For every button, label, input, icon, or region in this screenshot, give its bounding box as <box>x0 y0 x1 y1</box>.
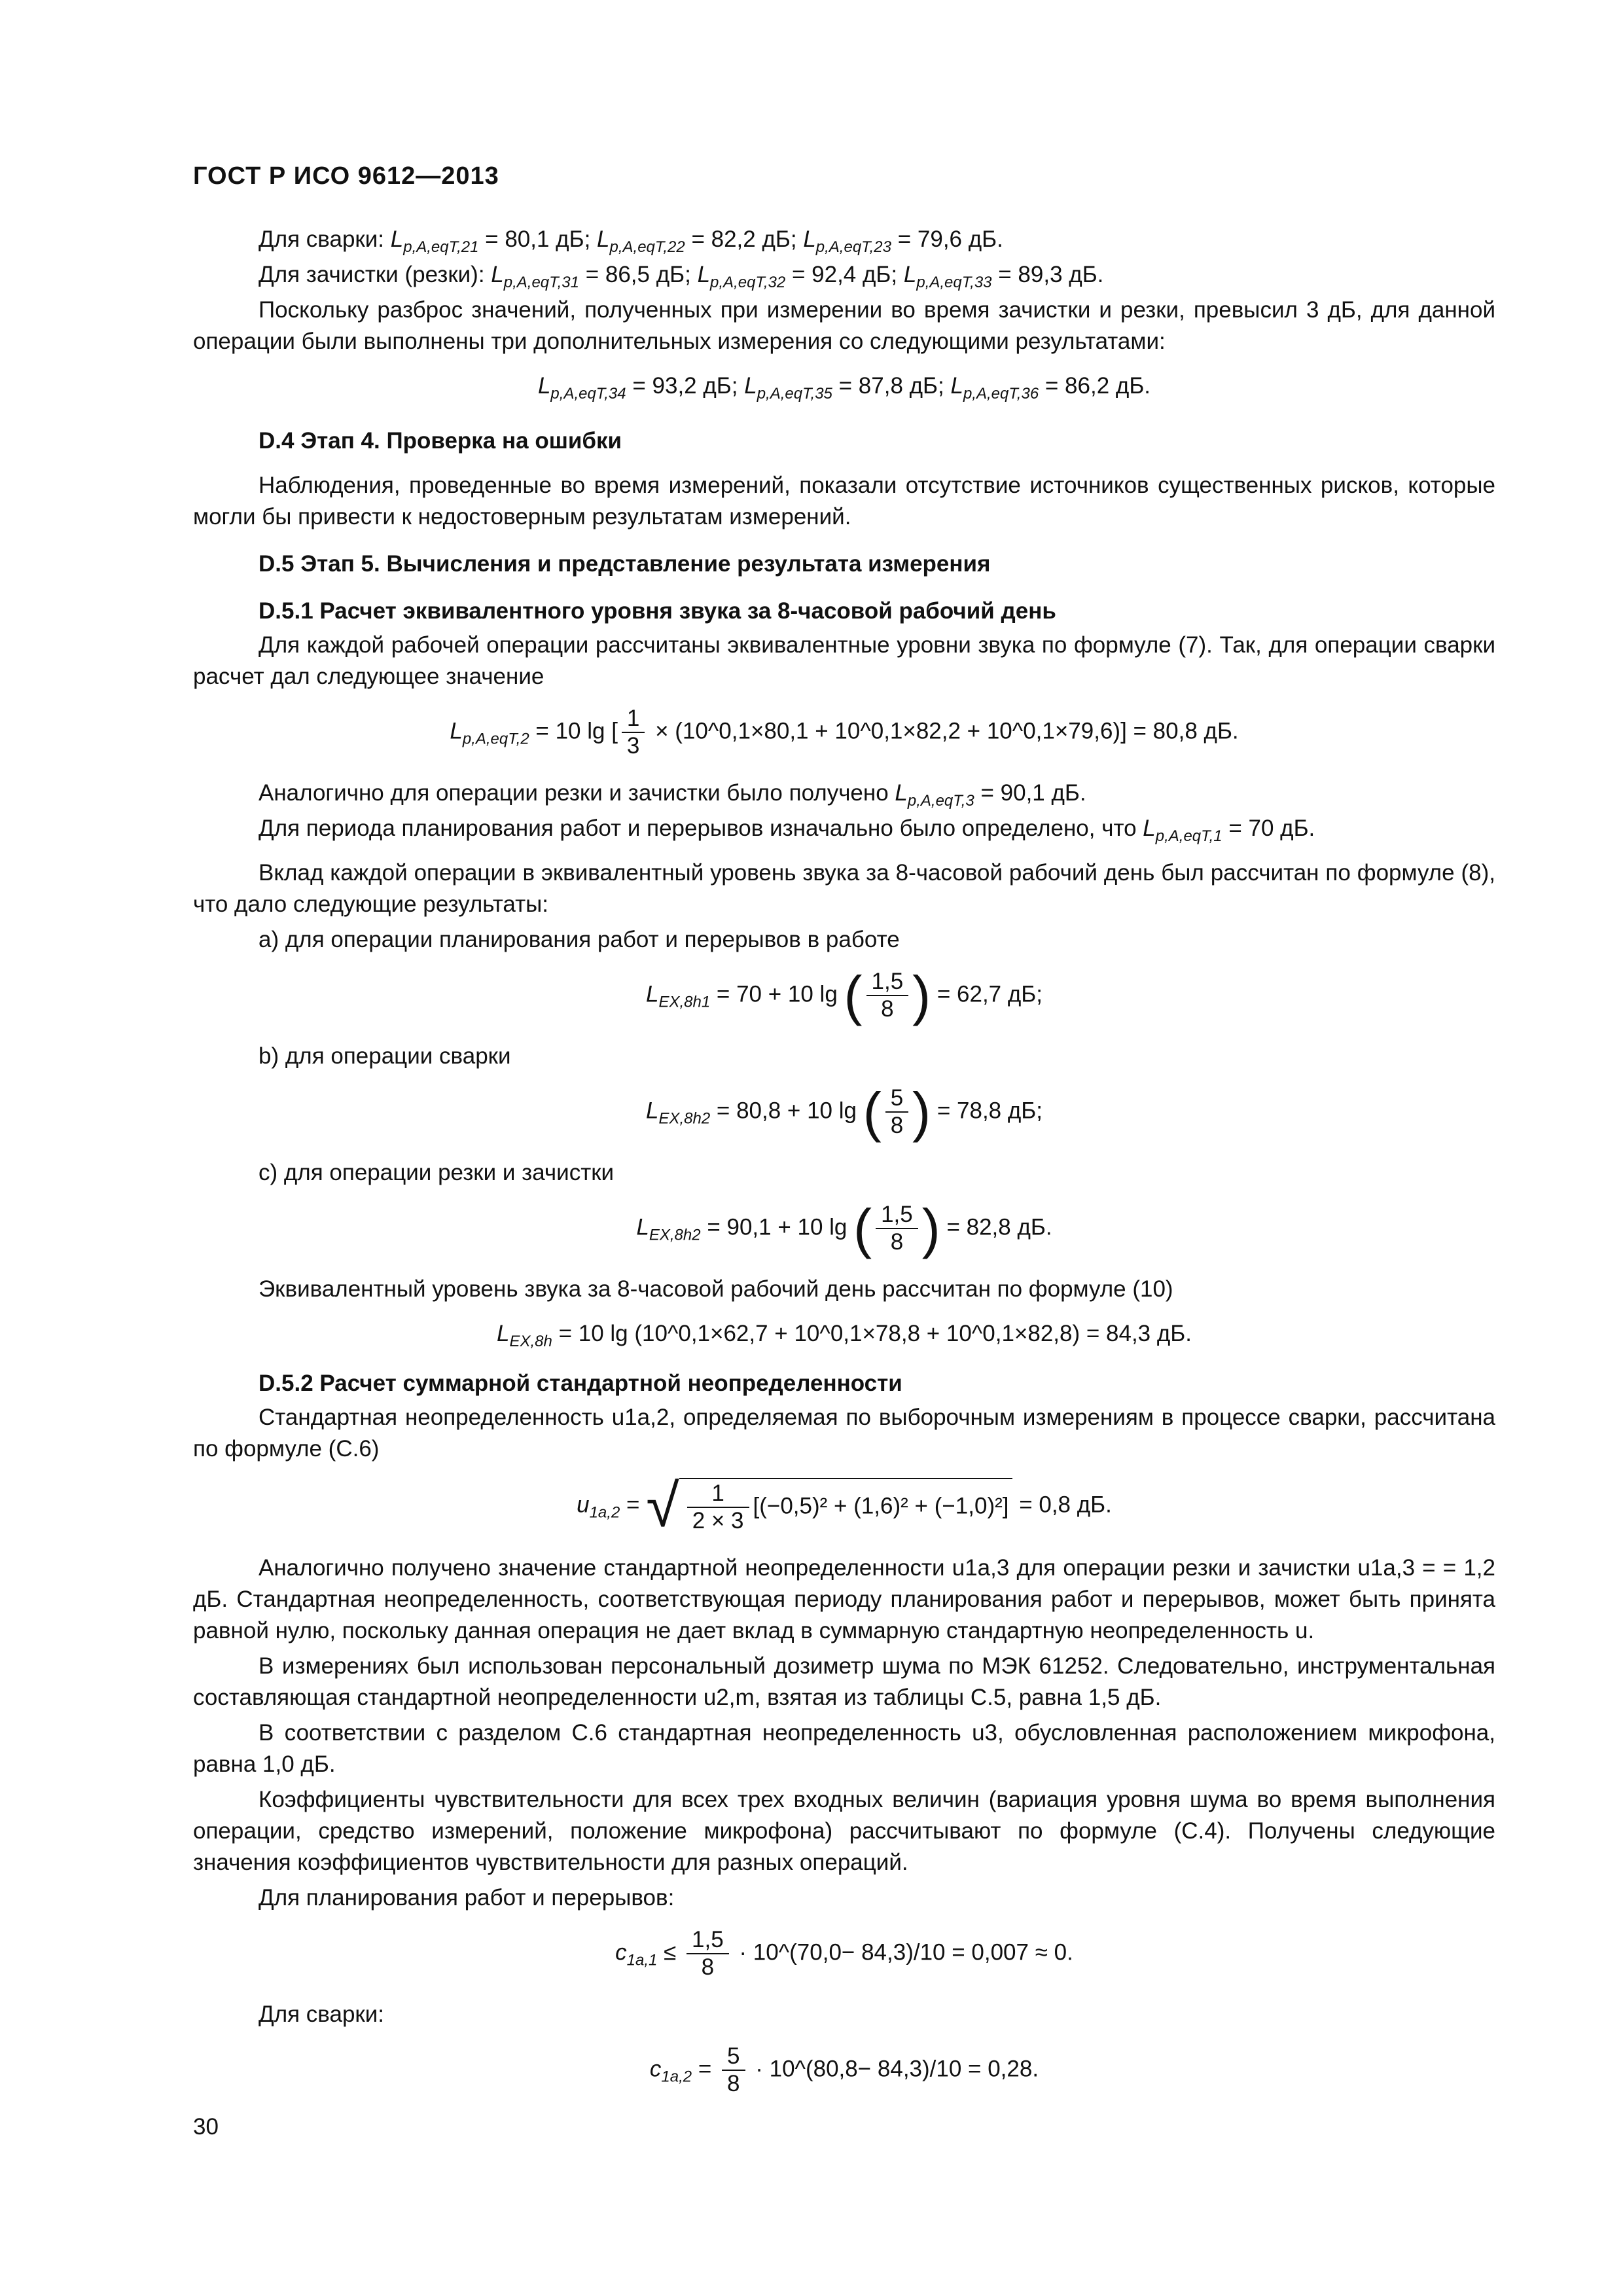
formula-weld-leq: $L_{p,A,eqT,2} = 10$ lg [ $\frac{1}{3}$ × (10^0,1×80,1 + 10^0,1×82,2 + 10^0,1×79,6)] = 80,8 дБ. <box>450 706 1239 759</box>
section-d52-heading: D.5.2 Расчет суммарной стандартной неопределенности <box>259 1371 902 1396</box>
weld-label: Для сварки: <box>259 2001 385 2027</box>
formula-c1: $c_{1a,1}$ ≤ $\frac{1,5}{8}$ · 10^(70,0− 84,3)/10 = 0,007 ≈ 0. <box>615 1927 1073 1980</box>
document-header: ГОСТ Р ИСО 9612—2013 <box>193 162 499 190</box>
spread-paragraph: Поскольку разброс значений, полученных при измерении во время зачистки и резки, превысил 3 дБ, для данной операции были выполнены три дополнительных измерения со следующими результатами: <box>193 297 1495 354</box>
document-body <box>193 224 1495 2115</box>
equiv-paragraph: Эквивалентный уровень звука за 8-часовой рабочий день рассчитан по формуле (10) <box>259 1276 1173 1302</box>
d51-paragraph: Для каждой рабочей операции рассчитаны эквивалентные уровни звука по формуле (7). Так, для операции сварки расчет дал следующее значение <box>193 632 1495 689</box>
extra-values-formula: $L_{p,A,eqT,34} = 93,2$ дБ; $L_{p,A,eqT,35} = 87,8$ дБ; $L_{p,A,eqT,36} = 86,2$ дБ. <box>537 373 1151 403</box>
formula-b: $L_{EX,8h2} = 80,8 + 10$ lg ( $\frac{5}{8}$ ) = 78,8 дБ; <box>645 1081 1043 1143</box>
analog2-paragraph: Аналогично получено значение стандартной неопределенности u1a,3 для операции резки и зачистки u1a,3 = = 1,2 дБ. Стандартная неопределенность, соответствующая периоду планирования работ и перерывов, может быть принята равной нулю, поскольку данная операция не дает вклад в суммарную стандартную неопределенность u. <box>193 1555 1495 1643</box>
plan-label: Для планирования работ и перерывов: <box>259 1885 675 1910</box>
d4-paragraph: Наблюдения, проведенные во время измерений, показали отсутствие источников существенных рисков, которые могли бы привести к недостоверным результатам измерений. <box>193 473 1495 529</box>
contrib-paragraph: Вклад каждой операции в эквивалентный уровень звука за 8-часовой рабочий день был рассчитан по формуле (8), что дало следующие результаты: <box>193 860 1495 917</box>
analog-cut-paragraph: Аналогично для операции резки и зачистки было получено $L_{p,A,eqT,3} = 90,1$ дБ. <box>259 780 1086 810</box>
planning-paragraph: Для периода планирования работ и перерывов изначально было определено, что $L_{p,A,eqT,1} = 70$ дБ. <box>259 816 1315 845</box>
formula-uncertainty: $u_{1a,2}$ = √ $\frac{1}{2 \times 3}$ [(−0,5)² + (1,6)² + (−1,0)²] = 0,8 дБ. <box>577 1473 1112 1539</box>
c6-paragraph: В соответствии с разделом С.6 стандартная неопределенность u3, обусловленная расположением микрофона, равна 1,0 дБ. <box>193 1720 1495 1777</box>
coef-paragraph: Коэффициенты чувствительности для всех трех входных величин (вариация уровня шума во время выполнения операции, средство измерений, положение микрофона) рассчитывают по формуле (С.4). Получены следующие значения коэффициентов чувствительности для разных операций. <box>193 1787 1495 1875</box>
clean-values-line: Для зачистки (резки): $L_{p,A,eqT,31} = 86,5$ дБ; $L_{p,A,eqT,32} = 92,4$ дБ; $L_{p,A,eqT,33} = 89,3$ дБ. <box>259 262 1104 291</box>
section-d5-heading: D.5 Этап 5. Вычисления и представление результата измерения <box>259 551 991 577</box>
list-item-b: b) для операции сварки <box>259 1043 511 1069</box>
formula-total: $L_{EX,8h} = 10$ lg (10^0,1×62,7 + 10^0,1×78,8 + 10^0,1×82,8) = 84,3 дБ. <box>496 1321 1192 1350</box>
d52-paragraph: Стандартная неопределенность u1a,2, определяемая по выборочным измерениям в процессе сварки, рассчитана по формуле (С.6) <box>193 1405 1495 1462</box>
list-item-c: c) для операции резки и зачистки <box>259 1160 615 1185</box>
formula-a: $L_{EX,8h1} = 70 + 10$ lg ( $\frac{1,5}{8}$ ) = 62,7 дБ; <box>645 965 1043 1026</box>
section-d51-heading: D.5.1 Расчет эквивалентного уровня звука за 8-часовой рабочий день <box>259 598 1056 624</box>
meter-paragraph: В измерениях был использован персональный дозиметр шума по МЭК 61252. Следовательно, инструментальная составляющая стандартной неопределенности u2,m, взятая из таблицы С.5, равна 1,5 дБ. <box>193 1653 1495 1710</box>
weld-values-line: Для сварки: $L_{p,A,eqT,21} = 80,1$ дБ; $L_{p,A,eqT,22} = 82,2$ дБ; $L_{p,A,eqT,23} = 79,6$ дБ. <box>259 226 1003 256</box>
formula-c2: $c_{1a,2}$ = $\frac{5}{8}$ · 10^(80,8− 84,3)/10 = 0,28. <box>649 2043 1039 2096</box>
section-d4-heading: D.4 Этап 4. Проверка на ошибки <box>259 428 622 454</box>
list-item-a: a) для операции планирования работ и перерывов в работе <box>259 927 900 952</box>
formula-c: $L_{EX,8h2} = 90,1 + 10$ lg ( $\frac{1,5}{8}$ ) = 82,8 дБ. <box>636 1198 1052 1259</box>
page-number: 30 <box>193 2114 219 2140</box>
